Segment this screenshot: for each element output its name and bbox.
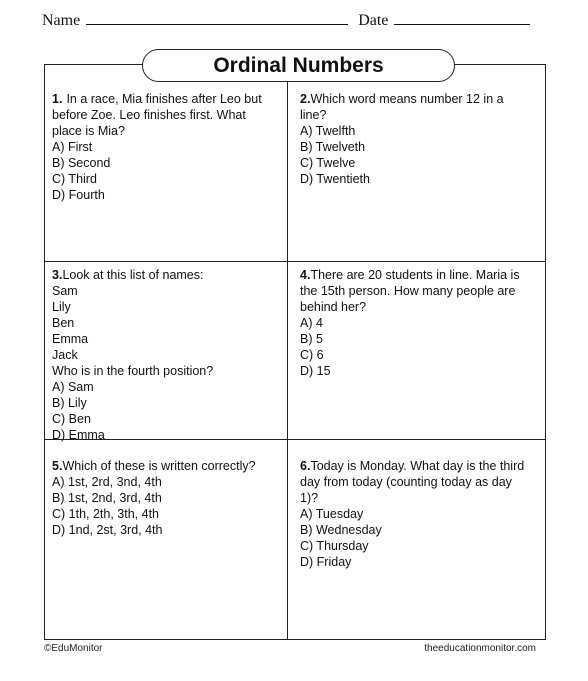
answer-option: D) 15 (300, 364, 331, 378)
answer-option: B) 5 (300, 332, 323, 346)
question-text-first-line (52, 458, 284, 474)
footer-copyright: ©EduMonitor (44, 643, 103, 654)
answer-option: A) 1st, 2rd, 3nd, 4th (52, 475, 162, 489)
answer-option: D) Twentieth (300, 172, 370, 186)
answer-option: A) Tuesday (300, 507, 364, 521)
answer-option: C) Twelve (300, 156, 356, 170)
grid-divider-vertical (287, 65, 288, 639)
question-text: Which of these is written correctly? (62, 459, 256, 473)
question-text-first-line (52, 91, 284, 107)
question-text-line: day from today (counting today as day (300, 475, 512, 489)
answer-option: A) First (52, 140, 93, 154)
answer-option: B) Lily (52, 396, 87, 410)
question-text: Which word means number 12 in a (310, 92, 504, 106)
question-text-line: line? (300, 108, 327, 122)
name-date-header (42, 8, 530, 30)
answer-option: C) Thursday (300, 539, 369, 553)
name-field[interactable] (86, 8, 348, 25)
question-text-line: Ben (52, 316, 75, 330)
question-text-line: Emma (52, 332, 89, 346)
question-text-line: before Zoe. Leo finishes first. What (52, 108, 246, 122)
date-field[interactable] (394, 8, 530, 25)
question-1 (52, 91, 284, 203)
question-number: 2. (300, 92, 311, 106)
answer-option: D) 1nd, 2st, 3rd, 4th (52, 523, 163, 537)
footer-website: theeducationmonitor.com (424, 643, 536, 654)
question-text-line: Lily (52, 300, 71, 314)
question-number: 4. (300, 268, 311, 282)
worksheet-title: Ordinal Numbers (142, 49, 455, 82)
answer-option: A) Twelfth (300, 124, 356, 138)
question-text: In a race, Mia finishes after Leo but (66, 92, 262, 106)
question-text-first-line (300, 458, 538, 474)
question-text-line: the 15th person. How many people are (300, 284, 516, 298)
question-text-line: behind her? (300, 300, 367, 314)
answer-option: C) Ben (52, 412, 91, 426)
date-label: Date (358, 12, 389, 29)
answer-option: B) Wednesday (300, 523, 382, 537)
answer-option: A) 4 (300, 316, 323, 330)
question-text: Look at this list of names: (62, 268, 204, 282)
answer-option: A) Sam (52, 380, 94, 394)
question-text-first-line (300, 267, 538, 283)
question-text: There are 20 students in line. Maria is (310, 268, 520, 282)
answer-option: B) Twelveth (300, 140, 366, 154)
question-2 (300, 91, 538, 187)
answer-option: B) Second (52, 156, 111, 170)
question-number: 3. (52, 268, 63, 282)
answer-option: D) Fourth (52, 188, 105, 202)
answer-option: B) 1st, 2nd, 3rd, 4th (52, 491, 162, 505)
answer-option: C) 6 (300, 348, 324, 362)
question-text-line: 1)? (300, 491, 319, 505)
question-text-first-line (300, 91, 538, 107)
question-number: 5. (52, 459, 63, 473)
question-3 (52, 267, 284, 443)
name-label: Name (42, 12, 81, 29)
answer-option: C) Third (52, 172, 97, 186)
question-6 (300, 458, 538, 570)
question-text-line: place is Mia? (52, 124, 125, 138)
question-4 (300, 267, 538, 379)
question-text-line: Sam (52, 284, 78, 298)
grid-divider-horizontal (45, 261, 545, 262)
answer-option: C) 1th, 2th, 3th, 4th (52, 507, 160, 521)
question-text-first-line (52, 267, 284, 283)
question-5 (52, 458, 284, 538)
question-text: Today is Monday. What day is the third (310, 459, 525, 473)
answer-option: D) Friday (300, 555, 352, 569)
question-text-line: Who is in the fourth position? (52, 364, 214, 378)
question-text-line: Jack (52, 348, 78, 362)
answer-option: D) Emma (52, 428, 105, 442)
question-number: 1. (52, 92, 63, 106)
question-number: 6. (300, 459, 311, 473)
